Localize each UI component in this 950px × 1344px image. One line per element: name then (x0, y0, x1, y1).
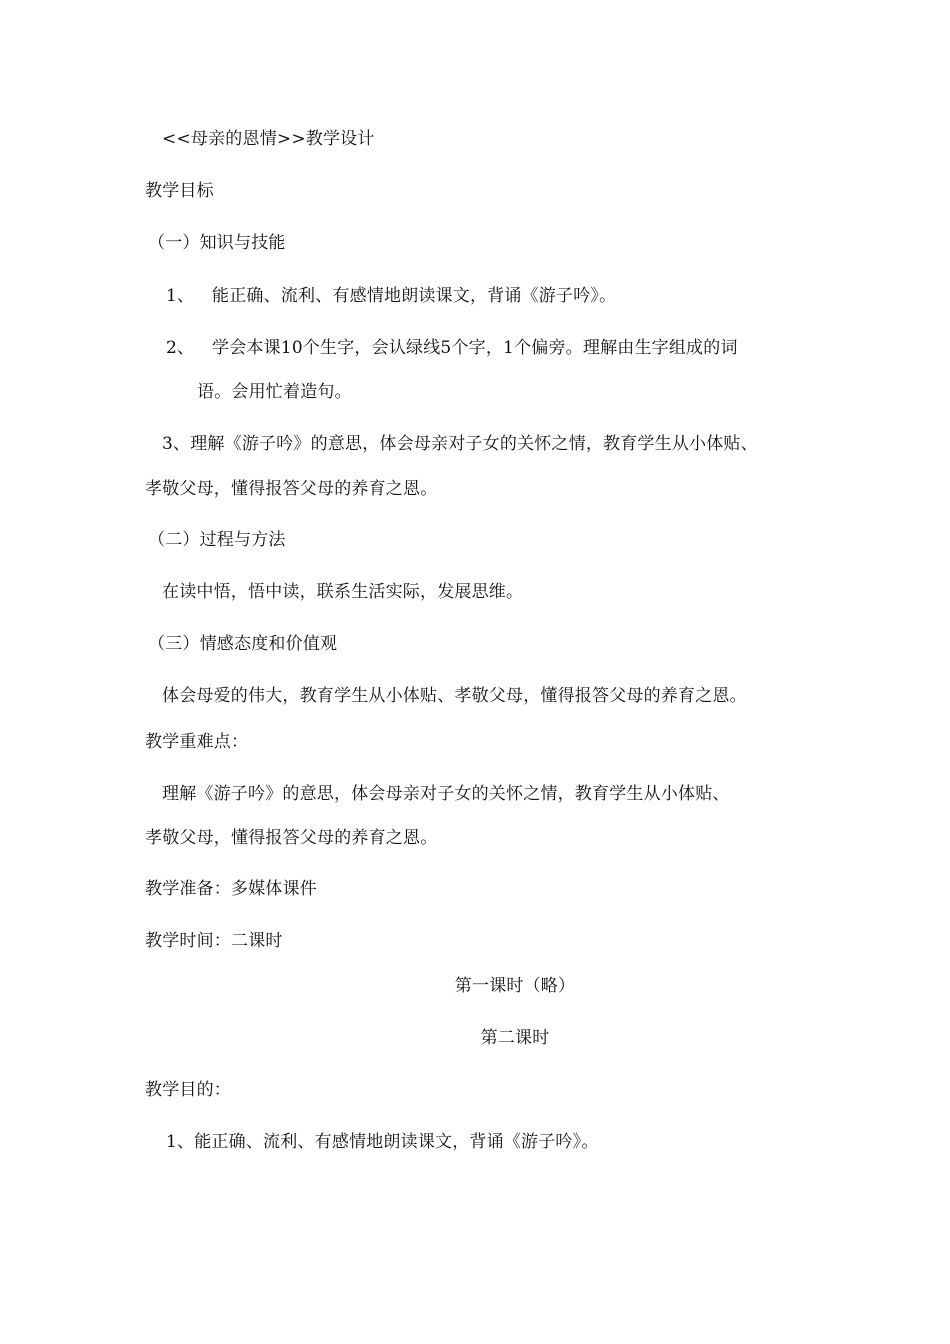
knowledge-item-2-continuation: 语。会用忙着造句。 (197, 382, 352, 402)
time-text: 教学时间：二课时 (145, 931, 283, 951)
key-points-heading: 教学重难点： (145, 732, 249, 752)
knowledge-item-3-line-1: 3、理解《游子吟》的意思，体会母亲对子女的关怀之情，教育学生从小体贴、 (162, 434, 758, 454)
purpose-heading: 教学目的： (145, 1080, 231, 1100)
knowledge-item-2-text: 学会本课10个生字，会认绿线5个字，1个偏旁。理解由生字组成的词 (212, 338, 738, 358)
subsection-knowledge-heading: （一）知识与技能 (148, 233, 286, 253)
purpose-item-1: 1、能正确、流利、有感情地朗读课文，背诵《游子吟》。 (166, 1132, 599, 1152)
key-points-line-2: 孝敬父母，懂得报答父母的养育之恩。 (145, 828, 438, 848)
knowledge-item-2-number: 2、 (166, 338, 195, 358)
document-title: <<母亲的恩情>>教学设计 (162, 129, 375, 149)
lesson-1-heading: 第一课时（略） (454, 976, 576, 996)
knowledge-item-1-number: 1、 (166, 286, 195, 306)
knowledge-item-3-line-2: 孝敬父母，懂得报答父母的养育之恩。 (145, 479, 438, 499)
preparation-text: 教学准备：多媒体课件 (145, 879, 317, 899)
emotion-text: 体会母爱的伟大，教育学生从小体贴、孝敬父母，懂得报答父母的养育之恩。 (162, 686, 747, 706)
key-points-line-1: 理解《游子吟》的意思，体会母亲对子女的关怀之情，教育学生从小体贴、 (162, 784, 730, 804)
subsection-process-heading: （二）过程与方法 (148, 530, 286, 550)
lesson-2-heading: 第二课时 (480, 1028, 550, 1048)
process-text: 在读中悟，悟中读，联系生活实际，发展思维。 (162, 582, 524, 602)
knowledge-item-1-text: 能正确、流利、有感情地朗读课文，背诵《游子吟》。 (212, 286, 617, 306)
subsection-emotion-heading: （三）情感态度和价值观 (148, 634, 338, 654)
section-objectives-heading: 教学目标 (145, 181, 214, 201)
